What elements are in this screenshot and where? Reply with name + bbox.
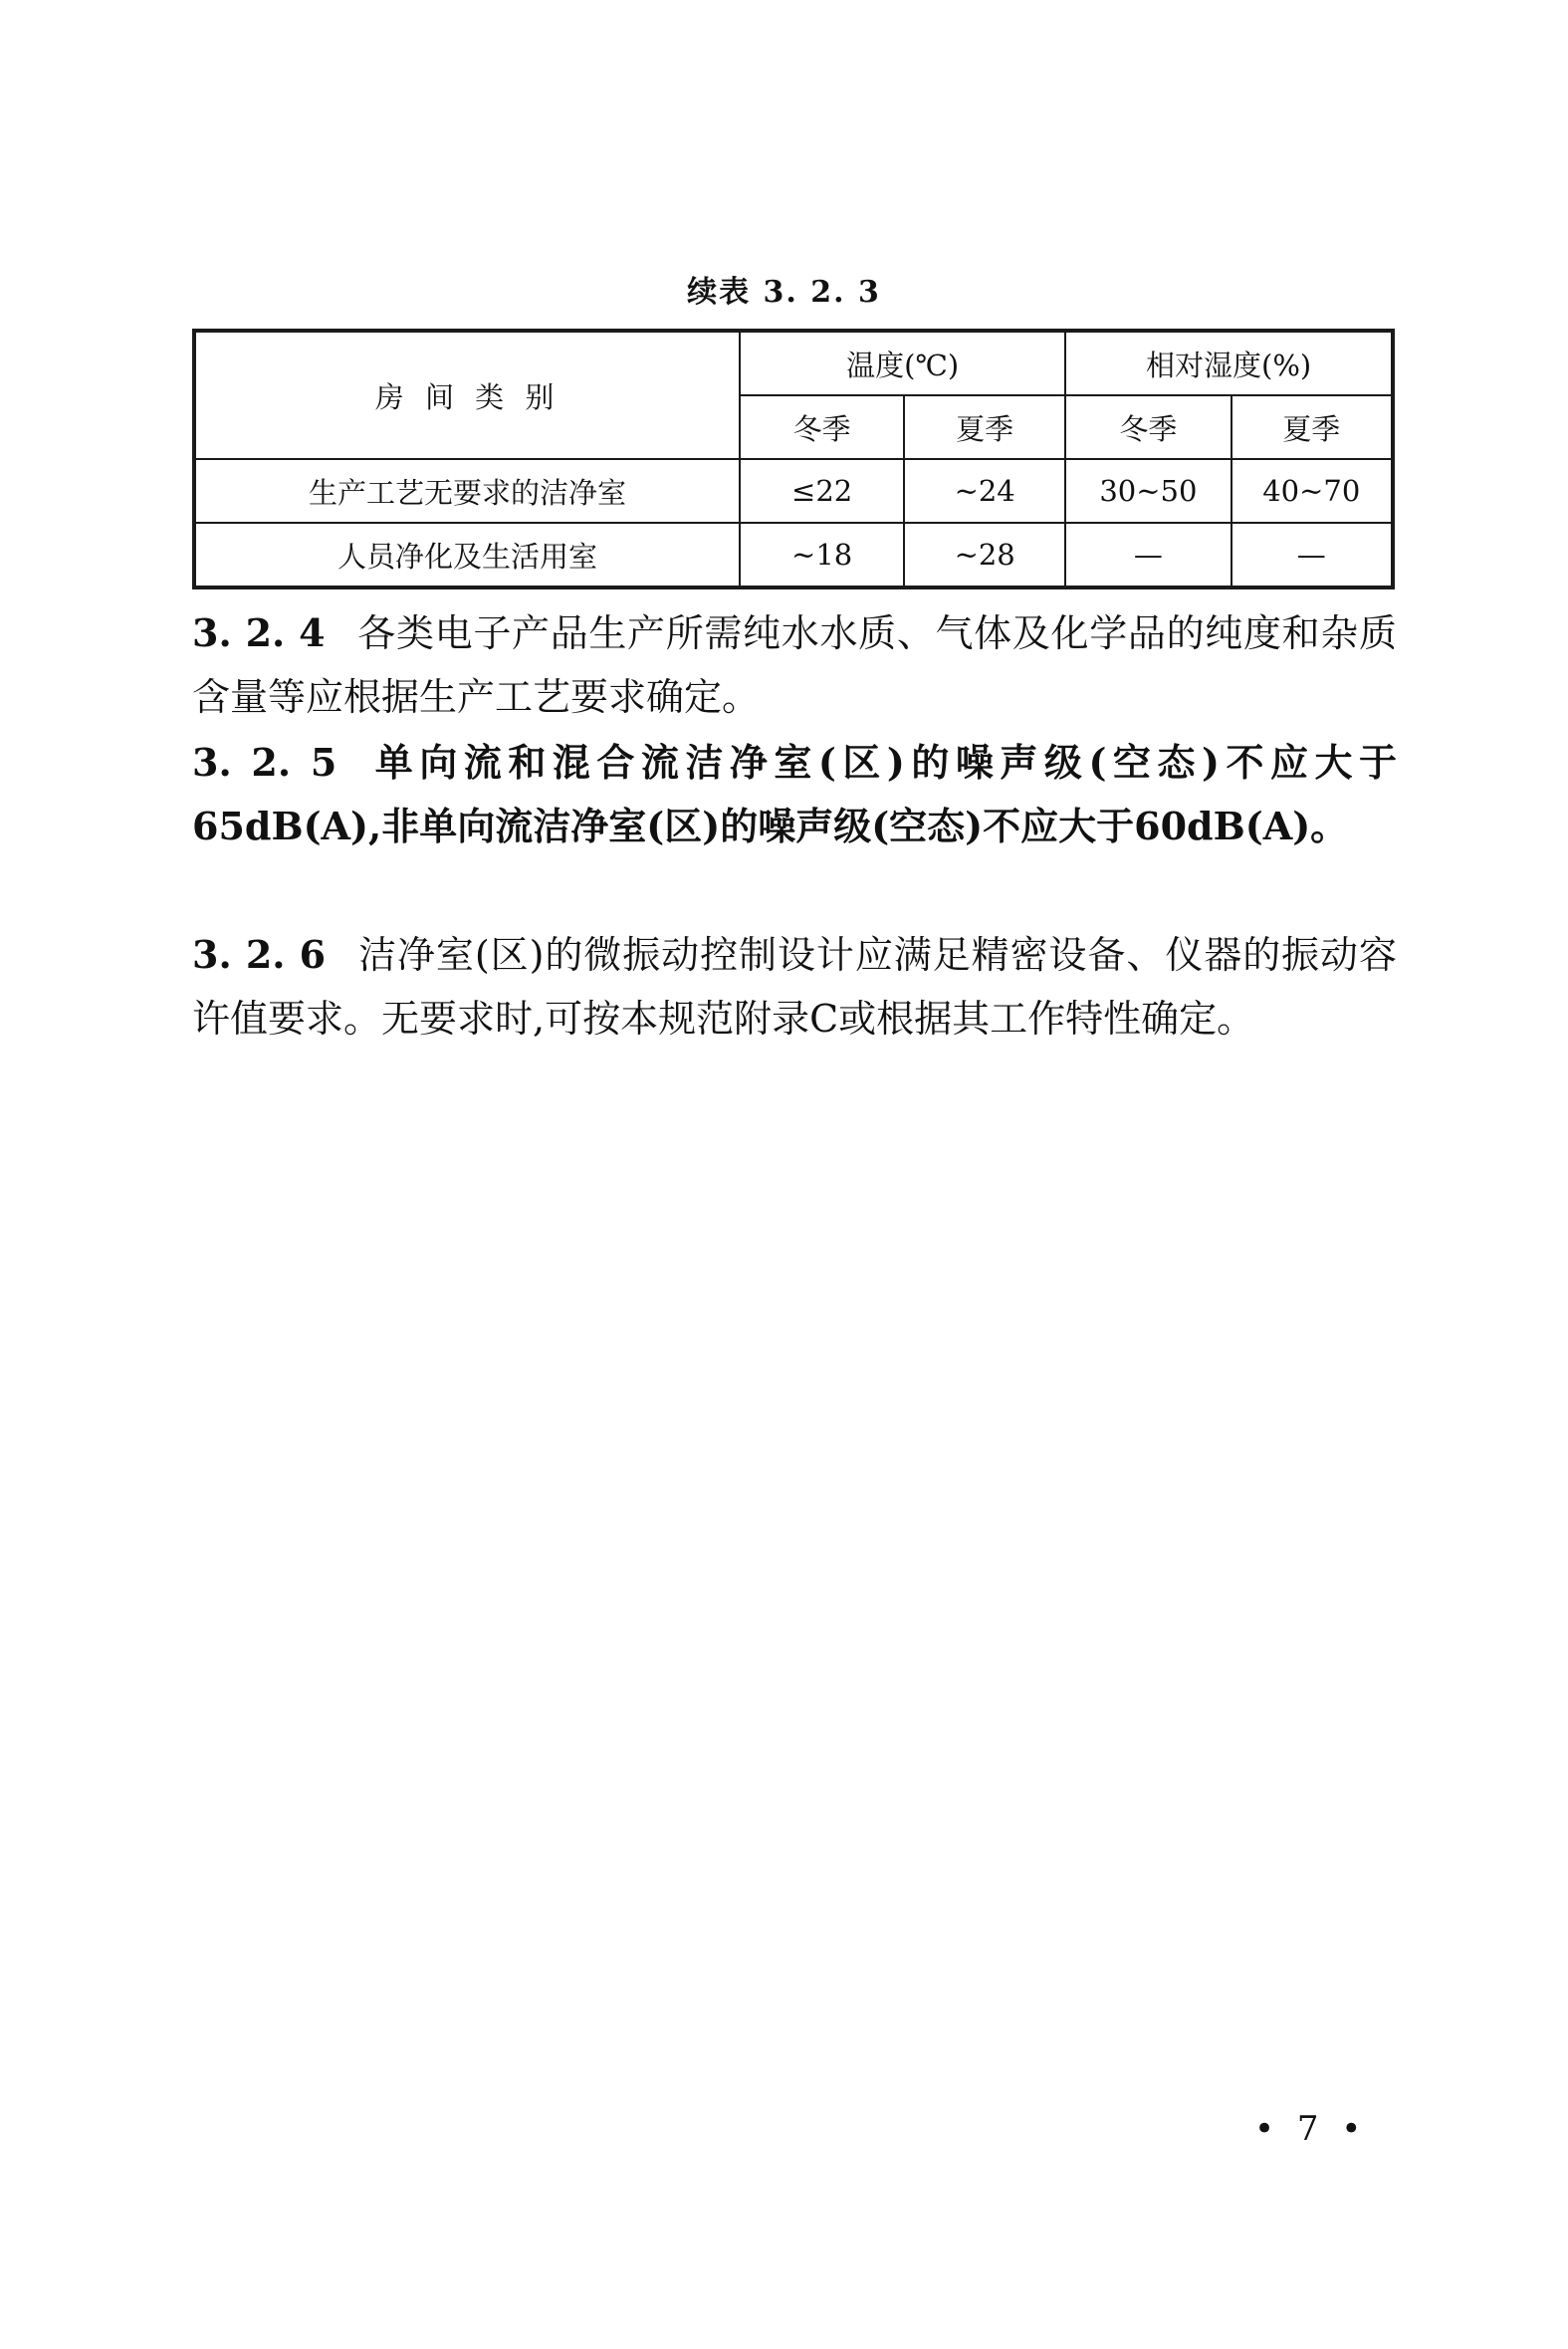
table-header-row — [194, 331, 1393, 395]
header-hum-winter: 冬季 — [1065, 395, 1231, 459]
clause-3-2-5 — [192, 731, 1397, 858]
clause-text: 单向流和混合流洁净室(区)的噪声级(空态)不应大于65dB(A),非单向流洁净室(区)的噪声级(空态)不应大于60dB(A)。 — [192, 740, 1397, 848]
row-temp-summer: ~28 — [904, 523, 1065, 587]
header-temp-winter: 冬季 — [740, 395, 904, 459]
clause-text: 各类电子产品生产所需纯水水质、气体及化学品的纯度和杂质含量等应根据生产工艺要求确定。 — [192, 611, 1397, 719]
header-temp-summer: 夏季 — [904, 395, 1065, 459]
row-temp-winter: ~18 — [740, 523, 904, 587]
header-hum-summer: 夏季 — [1232, 395, 1393, 459]
row-hum-winter: 30~50 — [1065, 459, 1231, 523]
clause-number: 3. 2. 4 — [192, 610, 326, 655]
page-number: • 7 • — [1254, 2109, 1368, 2149]
table-row — [194, 459, 1393, 523]
table-row — [194, 523, 1393, 587]
row-temp-summer: ~24 — [904, 459, 1065, 523]
clause-3-2-6 — [192, 923, 1397, 1051]
clause-3-2-4 — [192, 601, 1397, 729]
header-temperature: 温度(℃) — [740, 331, 1065, 395]
row-room-name: 人员净化及生活用室 — [194, 523, 740, 587]
header-room-category: 房 间 类 别 — [194, 331, 740, 459]
row-hum-summer: — — [1232, 523, 1393, 587]
clause-text: 洁净室(区)的微振动控制设计应满足精密设备、仪器的振动容许值要求。无要求时,可按本规范附录C或根据其工作特性确定。 — [192, 933, 1397, 1041]
header-relative-humidity: 相对湿度(%) — [1065, 331, 1393, 395]
row-room-name: 生产工艺无要求的洁净室 — [194, 459, 740, 523]
clause-number: 3. 2. 5 — [192, 740, 337, 785]
row-hum-summer: 40~70 — [1232, 459, 1393, 523]
row-hum-winter: — — [1065, 523, 1231, 587]
environment-parameter-table — [192, 329, 1395, 589]
table-caption: 续表 3. 2. 3 — [687, 275, 881, 310]
clause-number: 3. 2. 6 — [192, 932, 327, 977]
row-temp-winter: ≤22 — [740, 459, 904, 523]
